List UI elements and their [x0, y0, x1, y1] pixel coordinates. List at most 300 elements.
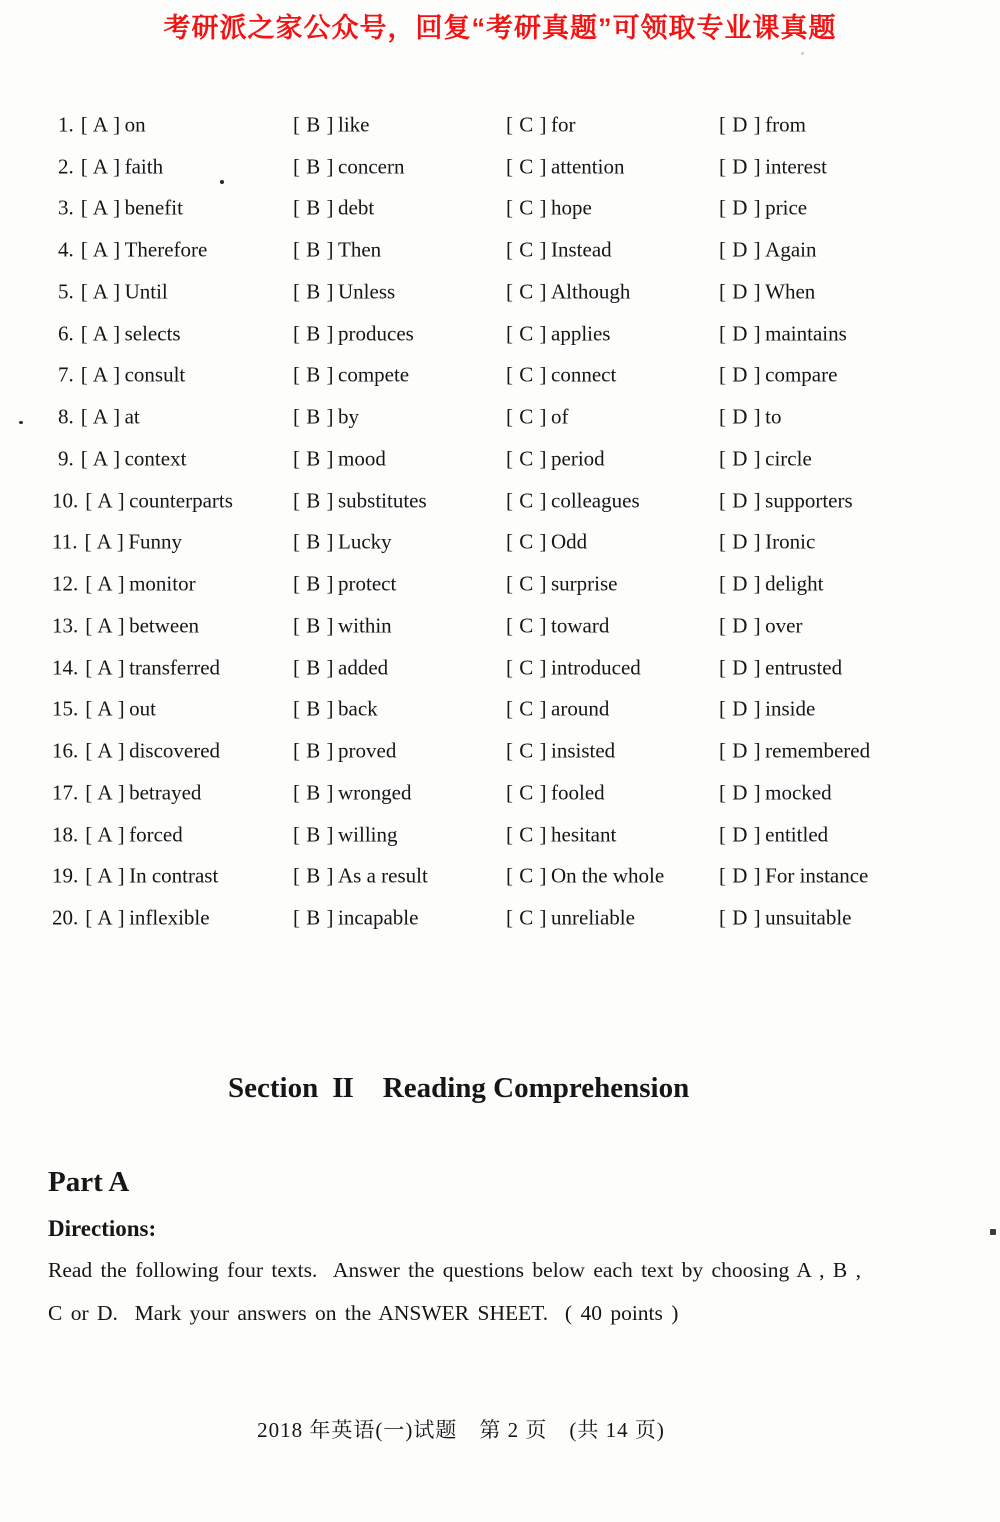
option-d-bracket: [ D ] [719, 446, 762, 471]
option-b [293, 363, 409, 387]
option-b-text: produces [338, 321, 414, 346]
option-a [84, 530, 182, 554]
option-d-bracket: [ D ] [719, 905, 762, 930]
option-d-cell [719, 697, 815, 722]
option-c [506, 739, 615, 763]
option-a-text: inflexible [129, 905, 210, 930]
option-b [293, 697, 378, 721]
option-d-bracket: [ D ] [719, 488, 762, 513]
question-number: 9. [58, 446, 74, 471]
part-a-heading: Part A [48, 1166, 130, 1198]
question-row [52, 188, 982, 230]
option-c [506, 906, 635, 930]
option-b [293, 822, 398, 846]
option-a-cell [52, 405, 140, 430]
option-d [719, 446, 812, 470]
option-c [506, 321, 610, 345]
option-b-cell [293, 154, 404, 179]
option-c-text: of [551, 404, 569, 429]
option-d-text: entitled [765, 822, 829, 847]
option-d-text: over [765, 613, 803, 638]
option-c-bracket: [ C ] [506, 112, 547, 137]
option-d-cell [719, 822, 828, 847]
option-c-bracket: [ C ] [506, 488, 547, 513]
option-b-text: concern [338, 154, 405, 179]
option-d-text: price [765, 195, 808, 220]
option-a-bracket: [ A ] [85, 780, 126, 805]
option-c-bracket: [ C ] [506, 195, 547, 220]
option-a-cell [52, 822, 183, 847]
option-a-text: betrayed [129, 780, 202, 805]
option-d-text: delight [765, 571, 824, 596]
option-c-text: Although [551, 279, 631, 304]
option-a [81, 363, 186, 387]
option-d-text: Again [765, 237, 817, 262]
option-a-cell [52, 530, 182, 555]
option-a-cell [52, 655, 220, 680]
promo-header-text: 考研派之家公众号，回复“考研真题”可领取专业课真题 [163, 13, 837, 43]
option-d-bracket: [ D ] [719, 404, 762, 429]
option-b [293, 279, 395, 303]
option-b-cell [293, 739, 396, 764]
option-a [81, 405, 140, 429]
option-d [719, 697, 815, 721]
option-b-cell [293, 363, 409, 388]
question-number: 13. [52, 613, 79, 638]
question-number: 7. [58, 362, 74, 387]
option-c-text: unreliable [551, 905, 635, 930]
option-d [719, 154, 827, 178]
question-row [52, 897, 982, 939]
option-a [85, 822, 182, 846]
option-d-text: Ironic [765, 529, 816, 554]
option-c [506, 655, 641, 679]
option-d-cell [719, 488, 853, 513]
option-b-text: back [338, 696, 378, 721]
option-a-bracket: [ A ] [80, 154, 121, 179]
option-a-bracket: [ A ] [80, 362, 121, 387]
option-c-bracket: [ C ] [506, 154, 547, 179]
option-a-text: on [124, 112, 146, 137]
option-b-cell [293, 864, 428, 889]
option-c-text: surprise [551, 571, 618, 596]
option-b-bracket: [ B ] [293, 279, 334, 304]
option-b-bracket: [ B ] [293, 655, 334, 680]
option-b [293, 196, 374, 220]
question-number: 14. [52, 655, 79, 680]
option-b-cell [293, 279, 395, 304]
question-number: 3. [58, 195, 74, 220]
scan-artifact-dot [19, 421, 23, 424]
option-b-bracket: [ B ] [293, 321, 334, 346]
option-c-text: introduced [551, 655, 641, 680]
option-b-text: protect [338, 571, 397, 596]
option-c [506, 112, 576, 136]
option-c-text: for [551, 112, 576, 137]
option-d-text: When [765, 279, 816, 304]
question-number: 4. [58, 237, 74, 262]
option-d [719, 279, 815, 303]
option-b-bracket: [ B ] [293, 822, 334, 847]
option-b-cell [293, 906, 418, 931]
question-number: 12. [52, 571, 79, 596]
option-c-cell [506, 530, 587, 555]
option-c-bracket: [ C ] [506, 571, 547, 596]
option-b-text: added [338, 655, 389, 680]
option-c-text: hesitant [551, 822, 617, 847]
option-d-bracket: [ D ] [719, 112, 762, 137]
option-c-cell [506, 572, 618, 597]
option-a-cell [52, 446, 186, 471]
option-d-text: unsuitable [765, 905, 852, 930]
option-c-text: hope [551, 195, 592, 220]
option-d-cell [719, 405, 782, 430]
option-a-text: faith [124, 154, 164, 179]
scan-artifact-dot [990, 1229, 996, 1235]
option-d-text: remembered [765, 738, 871, 763]
question-number: 16. [52, 738, 79, 763]
option-b-cell [293, 572, 396, 597]
option-a [85, 613, 199, 637]
question-number: 1. [58, 112, 74, 137]
option-b-cell [293, 488, 427, 513]
section-heading-numeral: II [332, 1072, 353, 1104]
option-d-cell [719, 906, 851, 931]
question-row [52, 104, 982, 146]
scan-artifact-dot [220, 180, 224, 184]
option-d [719, 739, 870, 763]
option-d-cell [719, 572, 823, 597]
option-d-bracket: [ D ] [719, 154, 762, 179]
option-d-cell [719, 321, 847, 346]
option-d-bracket: [ D ] [719, 237, 762, 262]
option-c-text: applies [551, 321, 611, 346]
option-d-cell [719, 363, 837, 388]
directions-line-2: C or D. Mark your answers on the ANSWER SHEET. ( 40 points ) [48, 1301, 679, 1325]
option-b-cell [293, 405, 359, 430]
option-a [85, 572, 195, 596]
option-d-cell [719, 739, 870, 764]
option-d-bracket: [ D ] [719, 529, 762, 554]
option-a-text: monitor [129, 571, 196, 596]
option-a-text: Until [124, 279, 168, 304]
option-c-cell [506, 446, 605, 471]
question-row [52, 689, 982, 731]
option-b [293, 572, 396, 596]
option-d-cell [719, 780, 832, 805]
option-a-cell [52, 154, 163, 179]
option-b-bracket: [ B ] [293, 529, 334, 554]
option-d-cell [719, 112, 806, 137]
section-heading [228, 1072, 689, 1105]
option-d [719, 655, 842, 679]
option-b [293, 446, 386, 470]
option-b-text: mood [338, 446, 386, 471]
question-number: 8. [58, 404, 74, 429]
section-heading-prefix: Section [228, 1072, 319, 1104]
option-b-text: debt [338, 195, 375, 220]
option-a [85, 488, 233, 512]
option-c [506, 488, 640, 512]
option-b-cell [293, 112, 370, 137]
option-b-text: compete [338, 362, 410, 387]
option-c-text: connect [551, 362, 617, 387]
option-a [85, 655, 220, 679]
option-c [506, 363, 616, 387]
option-d [719, 363, 837, 387]
scan-artifact-dot [801, 52, 804, 55]
question-number: 5. [58, 279, 74, 304]
option-a [85, 906, 209, 930]
option-a-text: consult [124, 362, 186, 387]
option-a-bracket: [ A ] [80, 237, 121, 262]
option-b-bracket: [ B ] [293, 571, 334, 596]
option-a-cell [52, 363, 185, 388]
option-a-bracket: [ A ] [84, 529, 125, 554]
option-c-bracket: [ C ] [506, 655, 547, 680]
option-b-cell [293, 822, 398, 847]
option-a [85, 780, 201, 804]
option-b-text: substitutes [338, 488, 427, 513]
option-a-text: out [129, 696, 156, 721]
option-d-bracket: [ D ] [719, 613, 762, 638]
option-b-bracket: [ B ] [293, 237, 334, 262]
option-b-text: incapable [338, 905, 419, 930]
option-b-text: by [338, 404, 359, 429]
option-b-bracket: [ B ] [293, 863, 334, 888]
option-b-text: within [338, 613, 392, 638]
question-row [52, 229, 982, 271]
question-number: 15. [52, 696, 79, 721]
option-b-bracket: [ B ] [293, 905, 334, 930]
option-d-cell [719, 530, 815, 555]
option-a-bracket: [ A ] [80, 195, 121, 220]
option-a [81, 446, 187, 470]
option-c-text: period [551, 446, 605, 471]
option-c [506, 405, 569, 429]
option-d-bracket: [ D ] [719, 571, 762, 596]
option-c-bracket: [ C ] [506, 905, 547, 930]
option-a-cell [52, 238, 207, 263]
option-c-text: insisted [551, 738, 616, 763]
option-c-bracket: [ C ] [506, 446, 547, 471]
option-c-cell [506, 154, 624, 179]
option-a-bracket: [ A ] [85, 613, 126, 638]
option-b [293, 112, 370, 136]
option-c-bracket: [ C ] [506, 237, 547, 262]
option-a [81, 279, 168, 303]
option-b [293, 154, 404, 178]
option-d-bracket: [ D ] [719, 822, 762, 847]
option-a [85, 697, 156, 721]
option-b-bracket: [ B ] [293, 112, 334, 137]
option-c-bracket: [ C ] [506, 738, 547, 763]
option-d-bracket: [ D ] [719, 195, 762, 220]
option-c [506, 613, 609, 637]
option-c-text: On the whole [551, 863, 665, 888]
option-d-text: inside [765, 696, 816, 721]
option-d [719, 572, 823, 596]
option-a-text: between [129, 613, 200, 638]
question-row [52, 522, 982, 564]
option-a-cell [52, 279, 168, 304]
option-b [293, 864, 428, 888]
directions-label: Directions: [48, 1216, 157, 1241]
option-a-bracket: [ A ] [80, 279, 121, 304]
question-row [52, 146, 982, 188]
question-number: 10. [52, 488, 79, 513]
option-c-cell [506, 488, 640, 513]
option-a-cell [52, 321, 181, 346]
option-a [85, 864, 218, 888]
option-c-cell [506, 405, 569, 430]
option-b-bracket: [ B ] [293, 780, 334, 805]
option-c-cell [506, 739, 615, 764]
question-number: 20. [52, 905, 79, 930]
section-heading-title: Reading Comprehension [382, 1072, 690, 1104]
option-b-text: Then [338, 237, 382, 262]
option-b [293, 530, 392, 554]
option-c [506, 530, 587, 554]
option-b-cell [293, 655, 388, 680]
option-a-bracket: [ A ] [80, 321, 121, 346]
option-a-text: discovered [129, 738, 221, 763]
directions-line-1: Read the following four texts. Answer the questions below each text by choosing A , B , [48, 1258, 861, 1282]
option-d-cell [719, 238, 816, 263]
option-b-cell [293, 238, 381, 263]
question-row [52, 271, 982, 313]
option-d-text: mocked [765, 780, 832, 805]
option-c-bracket: [ C ] [506, 822, 547, 847]
option-a-cell [52, 196, 183, 221]
option-a [81, 196, 183, 220]
option-b-bracket: [ B ] [293, 195, 334, 220]
option-c [506, 780, 605, 804]
option-c-cell [506, 780, 605, 805]
option-c [506, 238, 612, 262]
option-b-cell [293, 321, 414, 346]
option-a-bracket: [ A ] [85, 488, 126, 513]
option-b-cell [293, 530, 392, 555]
option-c-cell [506, 613, 609, 638]
option-b-bracket: [ B ] [293, 696, 334, 721]
option-d [719, 613, 802, 637]
option-c-cell [506, 238, 612, 263]
option-c-text: colleagues [551, 488, 640, 513]
option-b-bracket: [ B ] [293, 613, 334, 638]
option-c-bracket: [ C ] [506, 863, 547, 888]
option-b [293, 780, 411, 804]
question-number: 17. [52, 780, 79, 805]
option-d-cell [719, 154, 827, 179]
option-c-bracket: [ C ] [506, 529, 547, 554]
question-number: 2. [58, 154, 74, 179]
option-b-cell [293, 196, 374, 221]
option-d [719, 822, 828, 846]
option-a-cell [52, 780, 201, 805]
option-c [506, 446, 605, 470]
option-a-bracket: [ A ] [85, 905, 126, 930]
option-d-text: circle [765, 446, 812, 471]
page-footer: 2018 年英语(一)试题 第 2 页 (共 14 页) [257, 1418, 665, 1442]
option-d-cell [719, 613, 802, 638]
option-c-cell [506, 906, 635, 931]
question-row [52, 355, 982, 397]
option-b-cell [293, 780, 411, 805]
option-a-cell [52, 613, 199, 638]
option-a-text: at [124, 404, 140, 429]
option-c-bracket: [ C ] [506, 321, 547, 346]
question-row [52, 856, 982, 898]
option-d-bracket: [ D ] [719, 780, 762, 805]
option-b-cell [293, 446, 386, 471]
option-a-text: selects [124, 321, 181, 346]
question-row [52, 730, 982, 772]
option-b [293, 739, 396, 763]
option-c [506, 864, 664, 888]
option-a [81, 238, 208, 262]
option-b [293, 655, 388, 679]
option-d-text: entrusted [765, 655, 843, 680]
option-a-cell [52, 697, 156, 722]
option-b-text: willing [338, 822, 398, 847]
option-a-text: counterparts [129, 488, 233, 513]
option-a-cell [52, 572, 196, 597]
option-c-text: around [551, 696, 610, 721]
option-a [81, 321, 181, 345]
option-d-cell [719, 196, 807, 221]
option-a-bracket: [ A ] [80, 446, 121, 471]
option-b [293, 321, 414, 345]
question-number: 11. [52, 529, 78, 554]
question-row [52, 772, 982, 814]
option-d-text: to [765, 404, 782, 429]
option-a-bracket: [ A ] [85, 696, 126, 721]
option-d-bracket: [ D ] [719, 321, 762, 346]
option-c-bracket: [ C ] [506, 613, 547, 638]
option-a-cell [52, 112, 146, 137]
option-d [719, 780, 832, 804]
option-c-bracket: [ C ] [506, 780, 547, 805]
option-b-text: proved [338, 738, 397, 763]
question-row [52, 313, 982, 355]
option-b [293, 906, 418, 930]
option-a-text: forced [129, 822, 183, 847]
option-d-cell [719, 655, 842, 680]
option-b-bracket: [ B ] [293, 404, 334, 429]
option-c-text: toward [551, 613, 610, 638]
option-d-bracket: [ D ] [719, 696, 762, 721]
option-a-text: In contrast [129, 863, 219, 888]
option-a-text: benefit [124, 195, 183, 220]
option-b-cell [293, 613, 392, 638]
option-c [506, 154, 624, 178]
option-c [506, 279, 630, 303]
option-d [719, 238, 816, 262]
option-c-cell [506, 363, 616, 388]
option-c-text: attention [551, 154, 625, 179]
option-d-text: maintains [765, 321, 847, 346]
option-a-bracket: [ A ] [85, 863, 126, 888]
question-row [52, 396, 982, 438]
option-c-bracket: [ C ] [506, 696, 547, 721]
option-d-cell [719, 446, 812, 471]
option-b [293, 613, 392, 637]
option-d [719, 321, 847, 345]
option-a [85, 739, 220, 763]
option-a-bracket: [ A ] [80, 112, 121, 137]
option-c-cell [506, 112, 576, 137]
